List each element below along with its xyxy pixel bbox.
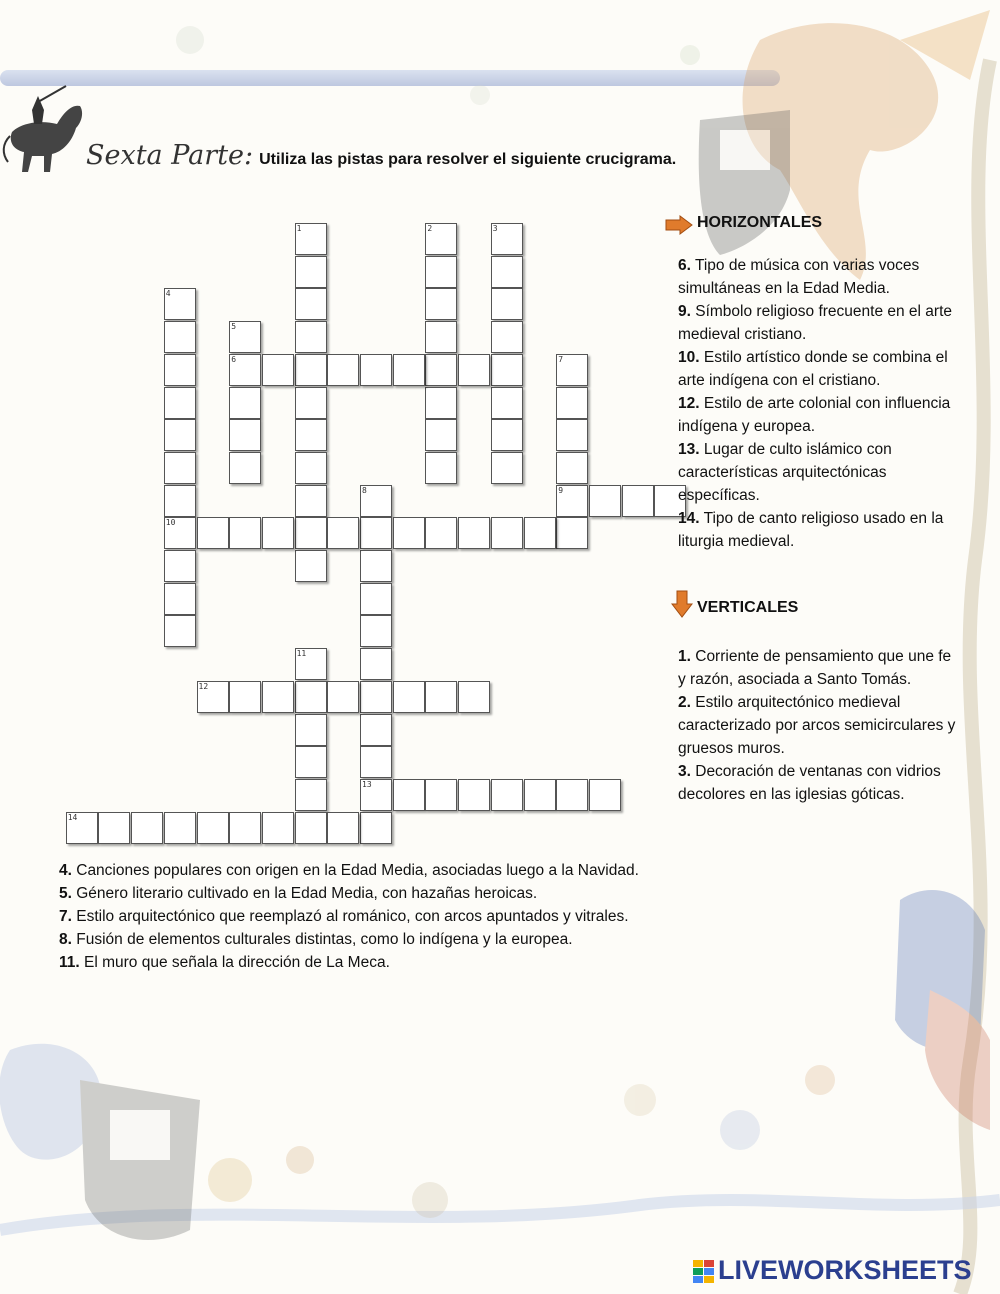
crossword-cell[interactable] [491, 354, 523, 386]
crossword-cell[interactable] [295, 223, 327, 255]
crossword-cell[interactable] [295, 812, 327, 844]
crossword-cell[interactable] [164, 419, 196, 451]
crossword-letter-input[interactable] [230, 420, 260, 450]
crossword-clue-number: 14 [67, 812, 78, 822]
crossword-letter-input[interactable] [296, 388, 326, 418]
crossword-cell[interactable] [425, 779, 457, 811]
crossword-letter-input[interactable] [492, 780, 522, 810]
crossword-cell[interactable] [425, 419, 457, 451]
crossword-letter-input[interactable] [263, 518, 293, 548]
crossword-letter-input[interactable] [198, 518, 228, 548]
clue-6: 6. Tipo de música con varias voces simultáneas en la Edad Media. [678, 257, 920, 297]
horizontal-title: HORIZONTALES [697, 214, 823, 231]
crossword-letter-input[interactable] [263, 682, 293, 712]
crossword-cell[interactable] [229, 387, 261, 419]
crossword-cell[interactable] [197, 517, 229, 549]
logo-text: LIVEWORKSHEETS [718, 1255, 972, 1285]
crossword-letter-input[interactable] [361, 649, 391, 679]
crossword-letter-input[interactable] [557, 518, 587, 548]
crossword-cell[interactable] [131, 812, 163, 844]
crossword-cell[interactable] [360, 615, 392, 647]
clue-9: 9. Símbolo religioso frecuente en el arte medieval cristiano. [678, 303, 953, 343]
crossword-cell[interactable] [360, 746, 392, 778]
crossword-cell[interactable] [197, 681, 229, 713]
clue-8: 8. Fusión de elementos culturales distintas, como lo indígena y la europea. [59, 931, 573, 948]
horizontal-clues [678, 254, 963, 553]
vertical-title: VERTICALES [697, 599, 799, 616]
crossword-letter-input[interactable] [361, 518, 391, 548]
crossword-cell[interactable] [622, 485, 654, 517]
crossword-letter-input[interactable] [394, 780, 424, 810]
crossword-letter-input[interactable] [296, 355, 326, 385]
crossword-cell[interactable] [524, 779, 556, 811]
crossword-letter-input[interactable] [328, 682, 358, 712]
crossword-cell[interactable] [295, 256, 327, 288]
crossword-cell[interactable] [360, 485, 392, 517]
crossword-cell[interactable] [164, 288, 196, 320]
crossword-cell[interactable] [66, 812, 98, 844]
crossword-letter-input[interactable] [361, 355, 391, 385]
crossword-letter-input[interactable] [361, 715, 391, 745]
crossword-letter-input[interactable] [165, 388, 195, 418]
crossword-letter-input[interactable] [557, 486, 587, 516]
crossword-letter-input[interactable] [165, 453, 195, 483]
crossword-clue-number: 4 [165, 289, 171, 299]
crossword-letter-input[interactable] [361, 486, 391, 516]
crossword-cell[interactable] [295, 746, 327, 778]
crossword-letter-input[interactable] [230, 388, 260, 418]
crossword-cell[interactable] [327, 681, 359, 713]
crossword-letter-input[interactable] [492, 518, 522, 548]
crossword-letter-input[interactable] [459, 682, 489, 712]
crossword-cell[interactable] [425, 387, 457, 419]
crossword-letter-input[interactable] [296, 551, 326, 581]
crossword-cell[interactable] [491, 419, 523, 451]
crossword-letter-input[interactable] [165, 486, 195, 516]
crossword-cell[interactable] [425, 321, 457, 353]
crossword-letter-input[interactable] [426, 355, 456, 385]
crossword-cell[interactable] [295, 714, 327, 746]
crossword-cell[interactable] [229, 517, 261, 549]
clue-11: 11. El muro que señala la dirección de La Meca. [59, 954, 390, 971]
crossword-cell[interactable] [425, 223, 457, 255]
crossword-letter-input[interactable] [296, 322, 326, 352]
crossword-letter-input[interactable] [361, 747, 391, 777]
crossword-cell[interactable] [589, 485, 621, 517]
crossword-letter-input[interactable] [361, 780, 391, 810]
crossword-letter-input[interactable] [165, 355, 195, 385]
crossword-letter-input[interactable] [296, 257, 326, 287]
crossword-cell[interactable] [458, 681, 490, 713]
crossword-clue-number: 13 [362, 779, 372, 789]
crossword-letter-input[interactable] [557, 355, 587, 385]
crossword-letter-input[interactable] [557, 453, 587, 483]
crossword-cell[interactable] [262, 681, 294, 713]
crossword-clue-number: 10 [165, 518, 176, 528]
crossword-cell[interactable] [491, 452, 523, 484]
crossword-clue-number: 1 [296, 224, 302, 233]
crossword-letter-input[interactable] [263, 355, 293, 385]
crossword-cell[interactable] [164, 615, 196, 647]
crossword-letter-input[interactable] [296, 649, 326, 679]
down-arrow-icon [671, 590, 693, 618]
crossword-letter-input[interactable] [525, 518, 555, 548]
crossword-cell[interactable] [295, 419, 327, 451]
crossword-letter-input[interactable] [361, 551, 391, 581]
crossword-letter-input[interactable] [557, 388, 587, 418]
crossword-letter-input[interactable] [492, 453, 522, 483]
crossword-letter-input[interactable] [426, 388, 456, 418]
crossword-cell[interactable] [262, 354, 294, 386]
crossword-letter-input[interactable] [296, 289, 326, 319]
crossword-cell[interactable] [262, 517, 294, 549]
crossword-cell[interactable] [164, 452, 196, 484]
crossword-cell[interactable] [556, 779, 588, 811]
crossword-cell[interactable] [491, 779, 523, 811]
crossword-letter-input[interactable] [590, 486, 620, 516]
crossword-cell[interactable] [164, 354, 196, 386]
clue-4: 4. Canciones populares con origen en la Edad Media, asociadas luego a la Navidad. [59, 862, 639, 879]
crossword-cell[interactable] [229, 812, 261, 844]
crossword-letter-input[interactable] [426, 518, 456, 548]
crossword-cell[interactable] [556, 517, 588, 549]
crossword-letter-input[interactable] [361, 813, 391, 843]
crossword-cell[interactable] [327, 354, 359, 386]
instruction-text: Utiliza las pistas para resolver el siguiente crucigrama. [259, 151, 677, 168]
crossword-letter-input[interactable] [394, 682, 424, 712]
crossword-clue-number: 6 [231, 354, 237, 364]
crossword-letter-input[interactable] [230, 453, 260, 483]
crossword-cell[interactable] [295, 779, 327, 811]
crossword-cell[interactable] [556, 452, 588, 484]
crossword-letter-input[interactable] [492, 355, 522, 385]
crossword-letter-input[interactable] [492, 322, 522, 352]
crossword-cell[interactable] [360, 812, 392, 844]
crossword-letter-input[interactable] [230, 813, 260, 843]
crossword-cell[interactable] [295, 550, 327, 582]
vertical-clues [678, 645, 963, 806]
crossword-cell[interactable] [491, 223, 523, 255]
crossword-clue-number: 8 [362, 485, 367, 495]
crossword-clue-number: 5 [231, 322, 237, 332]
crossword-cell[interactable] [360, 681, 392, 713]
crossword-letter-input[interactable] [557, 780, 587, 810]
crossword-letter-input[interactable] [525, 780, 555, 810]
crossword-letter-input[interactable] [296, 486, 326, 516]
crossword-cell[interactable] [393, 354, 425, 386]
crossword-cell[interactable] [491, 288, 523, 320]
crossword-letter-input[interactable] [459, 518, 489, 548]
crossword-letter-input[interactable] [230, 518, 260, 548]
crossword-letter-input[interactable] [296, 420, 326, 450]
crossword-letter-input[interactable] [230, 355, 260, 385]
crossword-cell[interactable] [556, 419, 588, 451]
clue-13: 13. Lugar de culto islámico con características arquitectónicas específicas. [678, 441, 892, 504]
clue-3: 3. Decoración de ventanas con vidrios decolores en las iglesias góticas. [678, 763, 941, 803]
crossword-letter-input[interactable] [426, 420, 456, 450]
crossword-letter-input[interactable] [361, 616, 391, 646]
crossword-letter-input[interactable] [296, 747, 326, 777]
vertical-clues-continued [59, 859, 759, 974]
crossword-cell[interactable] [295, 681, 327, 713]
crossword-cell[interactable] [164, 517, 196, 549]
crossword-letter-input[interactable] [426, 322, 456, 352]
crossword-letter-input[interactable] [361, 682, 391, 712]
crossword-cell[interactable] [360, 714, 392, 746]
crossword-cell[interactable] [491, 256, 523, 288]
crossword-cell[interactable] [164, 321, 196, 353]
crossword-cell[interactable] [164, 485, 196, 517]
crossword-cell[interactable] [524, 517, 556, 549]
crossword-letter-input[interactable] [492, 420, 522, 450]
crossword-letter-input[interactable] [99, 813, 129, 843]
liveworksheets-logo[interactable] [693, 1255, 972, 1286]
clue-10: 10. Estilo artístico donde se combina el arte indígena con el cristiano. [678, 349, 948, 389]
crossword-letter-input[interactable] [394, 355, 424, 385]
crossword-letter-input[interactable] [328, 355, 358, 385]
crossword-cell[interactable] [360, 550, 392, 582]
crossword-letter-input[interactable] [426, 453, 456, 483]
crossword-cell[interactable] [360, 779, 392, 811]
crossword-cell[interactable] [556, 485, 588, 517]
crossword-cell[interactable] [229, 452, 261, 484]
crossword-cell[interactable] [164, 550, 196, 582]
crossword-letter-input[interactable] [328, 813, 358, 843]
crossword-cell[interactable] [360, 583, 392, 615]
crossword-cell[interactable] [229, 419, 261, 451]
crossword-cell[interactable] [229, 354, 261, 386]
crossword-cell[interactable] [458, 354, 490, 386]
crossword-cell[interactable] [393, 779, 425, 811]
crossword-cell[interactable] [229, 321, 261, 353]
crossword-letter-input[interactable] [198, 813, 228, 843]
crossword-letter-input[interactable] [459, 355, 489, 385]
crossword-letter-input[interactable] [296, 813, 326, 843]
crossword-letter-input[interactable] [263, 813, 293, 843]
clue-12: 12. Estilo de arte colonial con influencia indígena y europea. [678, 395, 951, 435]
crossword-cell[interactable] [229, 681, 261, 713]
crossword-letter-input[interactable] [296, 518, 326, 548]
crossword-cell[interactable] [295, 321, 327, 353]
crossword-cell[interactable] [295, 517, 327, 549]
crossword-letter-input[interactable] [492, 388, 522, 418]
crossword-cell[interactable] [360, 648, 392, 680]
crossword-cell[interactable] [556, 354, 588, 386]
crossword-letter-input[interactable] [426, 289, 456, 319]
crossword-cell[interactable] [425, 452, 457, 484]
crossword-cell[interactable] [393, 517, 425, 549]
crossword-letter-input[interactable] [426, 780, 456, 810]
crossword-cell[interactable] [458, 779, 490, 811]
crossword-letter-input[interactable] [296, 780, 326, 810]
crossword-clue-number: 7 [558, 354, 564, 364]
crossword-cell[interactable] [164, 387, 196, 419]
crossword-letter-input[interactable] [165, 518, 195, 548]
crossword-letter-input[interactable] [67, 813, 97, 843]
crossword-cell[interactable] [556, 387, 588, 419]
crossword-cell[interactable] [295, 648, 327, 680]
crossword-cell[interactable] [491, 517, 523, 549]
crossword-letter-input[interactable] [165, 322, 195, 352]
crossword-letter-input[interactable] [132, 813, 162, 843]
clue-2: 2. Estilo arquitectónico medieval caracterizado por arcos semicirculares y gruesos muros. [678, 694, 956, 757]
crossword-letter-input[interactable] [296, 682, 326, 712]
crossword-letter-input[interactable] [165, 584, 195, 614]
crossword-clue-number: 9 [558, 485, 564, 495]
crossword-letter-input[interactable] [492, 224, 522, 254]
crossword-cell[interactable] [164, 812, 196, 844]
crossword-letter-input[interactable] [296, 224, 326, 254]
crossword-clue-number: 11 [296, 649, 307, 659]
crossword-cell[interactable] [425, 354, 457, 386]
crossword-cell[interactable] [295, 485, 327, 517]
crossword-letter-input[interactable] [165, 551, 195, 581]
crossword-letter-input[interactable] [165, 813, 195, 843]
crossword-cell[interactable] [491, 321, 523, 353]
crossword-cell[interactable] [295, 354, 327, 386]
crossword-cell[interactable] [327, 517, 359, 549]
right-arrow-icon [665, 215, 693, 235]
crossword-cell[interactable] [262, 812, 294, 844]
crossword-cell[interactable] [589, 779, 621, 811]
clue-1: 1. Corriente de pensamiento que une fe y razón, asociada a Santo Tomás. [678, 648, 952, 688]
crossword-letter-input[interactable] [361, 584, 391, 614]
crossword-clue-number: 2 [427, 224, 433, 233]
crossword-letter-input[interactable] [230, 322, 260, 352]
crossword-cell[interactable] [295, 288, 327, 320]
crossword-cell[interactable] [425, 681, 457, 713]
crossword-letter-input[interactable] [328, 518, 358, 548]
crossword-letter-input[interactable] [230, 682, 260, 712]
crossword-letter-input[interactable] [426, 257, 456, 287]
crossword-cell[interactable] [425, 256, 457, 288]
crossword-letter-input[interactable] [459, 780, 489, 810]
crossword-cell[interactable] [425, 517, 457, 549]
crossword-letter-input[interactable] [394, 518, 424, 548]
crossword-cell[interactable] [360, 517, 392, 549]
clue-5: 5. Género literario cultivado en la Edad Media, con hazañas heroicas. [59, 885, 538, 902]
crossword-letter-input[interactable] [557, 420, 587, 450]
crossword-cell[interactable] [197, 812, 229, 844]
clue-7: 7. Estilo arquitectónico que reemplazó al románico, con arcos apuntados y vitrales. [59, 908, 629, 925]
crossword-letter-input[interactable] [492, 289, 522, 319]
crossword-cell[interactable] [425, 288, 457, 320]
part-title: Sexta Parte: [86, 140, 254, 171]
crossword-cell[interactable] [458, 517, 490, 549]
crossword-cell[interactable] [491, 387, 523, 419]
crossword-letter-input[interactable] [296, 715, 326, 745]
crossword-letter-input[interactable] [426, 224, 456, 254]
crossword-cell[interactable] [98, 812, 130, 844]
crossword-letter-input[interactable] [623, 486, 653, 516]
crossword-letter-input[interactable] [492, 257, 522, 287]
crossword-letter-input[interactable] [590, 780, 620, 810]
clue-14: 14. Tipo de canto religioso usado en la liturgia medieval. [678, 510, 944, 550]
crossword-letter-input[interactable] [198, 682, 228, 712]
crossword-letter-input[interactable] [165, 420, 195, 450]
crossword-cell[interactable] [360, 354, 392, 386]
crossword-letter-input[interactable] [426, 682, 456, 712]
crossword-cell[interactable] [295, 452, 327, 484]
crossword-letter-input[interactable] [296, 453, 326, 483]
crossword-cell[interactable] [164, 583, 196, 615]
crossword-cell[interactable] [295, 387, 327, 419]
liveworksheets-icon [693, 1260, 715, 1284]
crossword-letter-input[interactable] [165, 289, 195, 319]
crossword-cell[interactable] [327, 812, 359, 844]
crossword-cell[interactable] [393, 681, 425, 713]
crossword-letter-input[interactable] [165, 616, 195, 646]
crossword-clue-number: 3 [492, 224, 498, 233]
crossword-clue-number: 12 [198, 681, 209, 691]
